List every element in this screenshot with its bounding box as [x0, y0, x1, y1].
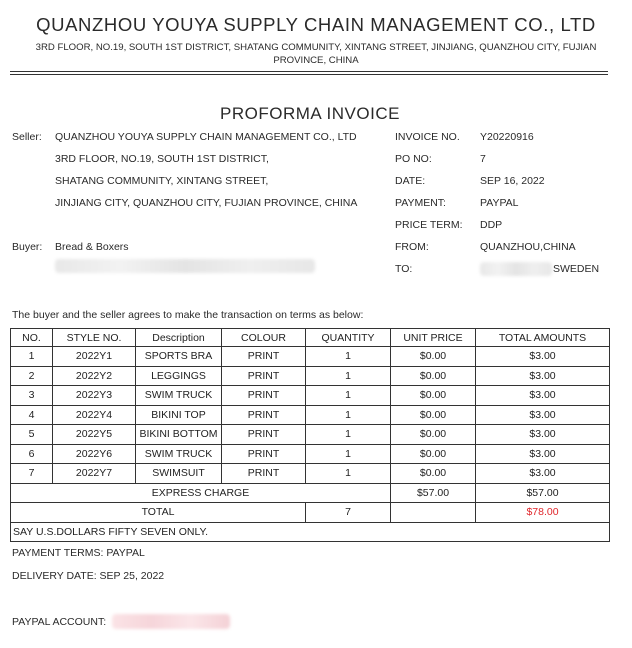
seller-line: QUANZHOU YOUYA SUPPLY CHAIN MANAGEMENT CO., LTD	[55, 131, 357, 143]
table-row	[11, 425, 610, 445]
cell-no: 7	[11, 464, 53, 484]
table-row	[11, 464, 610, 484]
items-table	[10, 328, 610, 542]
cell-unit-price: $0.00	[391, 444, 476, 464]
total-row	[11, 503, 610, 523]
po-no-label: PO NO:	[395, 153, 432, 165]
cell-no: 2	[11, 366, 53, 386]
delivery-date: DELIVERY DATE: SEP 25, 2022	[12, 570, 165, 582]
invoice-no-label: INVOICE NO.	[395, 131, 460, 143]
cell-no: 5	[11, 425, 53, 445]
cell-total: $3.00	[476, 347, 610, 367]
redacted-buyer-address	[55, 259, 315, 273]
cell-total: $3.00	[476, 386, 610, 406]
cell-unit-price: $0.00	[391, 425, 476, 445]
from-label: FROM:	[395, 241, 429, 253]
express-charge-row	[11, 483, 610, 503]
paypal-account-label: PAYPAL ACCOUNT:	[12, 616, 107, 628]
cell-quantity: 1	[306, 386, 391, 406]
seller-label: Seller:	[12, 131, 42, 143]
col-header-quantity: QUANTITY	[306, 329, 391, 347]
cell-no: 3	[11, 386, 53, 406]
cell-style-no: 2022Y3	[53, 386, 136, 406]
cell-total: $3.00	[476, 366, 610, 386]
seller-line: 3RD FLOOR, NO.19, SOUTH 1ST DISTRICT,	[55, 153, 269, 165]
cell-total: $3.00	[476, 425, 610, 445]
cell-style-no: 2022Y6	[53, 444, 136, 464]
cell-colour: PRINT	[222, 405, 306, 425]
redacted-destination	[480, 262, 552, 276]
cell-quantity: 1	[306, 405, 391, 425]
payment-terms: PAYMENT TERMS: PAYPAL	[12, 547, 145, 559]
cell-quantity: 1	[306, 425, 391, 445]
date-label: DATE:	[395, 175, 426, 187]
cell-colour: PRINT	[222, 425, 306, 445]
express-charge-label: EXPRESS CHARGE	[11, 483, 391, 503]
express-charge-unit: $57.00	[391, 483, 476, 503]
cell-style-no: 2022Y2	[53, 366, 136, 386]
cell-unit-price: $0.00	[391, 386, 476, 406]
cell-colour: PRINT	[222, 366, 306, 386]
cell-description: BIKINI TOP	[136, 405, 222, 425]
cell-quantity: 1	[306, 464, 391, 484]
seller-line: SHATANG COMMUNITY, XINTANG STREET,	[55, 175, 269, 187]
terms-intro: The buyer and the seller agrees to make the transaction on terms as below:	[12, 309, 364, 321]
cell-no: 1	[11, 347, 53, 367]
cell-style-no: 2022Y1	[53, 347, 136, 367]
seller-line: JINJIANG CITY, QUANZHOU CITY, FUJIAN PROVINCE, CHINA	[55, 197, 358, 209]
cell-unit-price: $0.00	[391, 366, 476, 386]
payment-value: PAYPAL	[480, 197, 519, 209]
cell-no: 6	[11, 444, 53, 464]
company-address: 3RD FLOOR, NO.19, SOUTH 1ST DISTRICT, SHATANG COMMUNITY, XINTANG STREET, JINJIANG, QUANZHOU CITY, FUJIAN PROVINCE, CHINA	[35, 42, 597, 66]
document-title: PROFORMA INVOICE	[220, 104, 400, 123]
company-name: QUANZHOU YOUYA SUPPLY CHAIN MANAGEMENT CO., LTD	[36, 14, 596, 35]
cell-quantity: 1	[306, 444, 391, 464]
cell-total: $3.00	[476, 405, 610, 425]
cell-colour: PRINT	[222, 386, 306, 406]
table-row	[11, 386, 610, 406]
cell-unit-price: $0.00	[391, 405, 476, 425]
table-header-row	[11, 329, 610, 347]
to-value: SWEDEN	[553, 263, 600, 275]
cell-total: $3.00	[476, 464, 610, 484]
express-charge-total: $57.00	[476, 483, 610, 503]
cell-colour: PRINT	[222, 464, 306, 484]
table-row	[11, 366, 610, 386]
cell-description: SWIMSUIT	[136, 464, 222, 484]
cell-style-no: 2022Y4	[53, 405, 136, 425]
cell-quantity: 1	[306, 366, 391, 386]
col-header-unit-price: UNIT PRICE	[391, 329, 476, 347]
col-header-description: Description	[136, 329, 222, 347]
amount-in-words: SAY U.S.DOLLARS FIFTY SEVEN ONLY.	[11, 522, 610, 542]
cell-unit-price: $0.00	[391, 347, 476, 367]
cell-unit-price: $0.00	[391, 464, 476, 484]
from-value: QUANZHOU,CHINA	[480, 241, 576, 253]
header-divider	[10, 71, 608, 72]
cell-colour: PRINT	[222, 444, 306, 464]
cell-description: BIKINI BOTTOM	[136, 425, 222, 445]
buyer-label: Buyer:	[12, 241, 43, 253]
total-amount: $78.00	[476, 503, 610, 523]
payment-label: PAYMENT:	[395, 197, 446, 209]
col-header-colour: COLOUR	[222, 329, 306, 347]
po-no-value: 7	[480, 153, 486, 165]
cell-description: SWIM TRUCK	[136, 444, 222, 464]
cell-total: $3.00	[476, 444, 610, 464]
cell-colour: PRINT	[222, 347, 306, 367]
table-row	[11, 405, 610, 425]
total-unit-empty	[391, 503, 476, 523]
amount-in-words-row	[11, 522, 610, 542]
table-row	[11, 444, 610, 464]
total-label: TOTAL	[11, 503, 306, 523]
to-label: TO:	[395, 263, 413, 275]
col-header-total-amounts: TOTAL AMOUNTS	[476, 329, 610, 347]
cell-style-no: 2022Y7	[53, 464, 136, 484]
col-header-no: NO.	[11, 329, 53, 347]
invoice-no-value: Y20220916	[480, 131, 534, 143]
redacted-paypal-account	[112, 614, 230, 629]
header-divider	[10, 74, 608, 75]
price-term-label: PRICE TERM:	[395, 219, 463, 231]
price-term-value: DDP	[480, 219, 503, 231]
buyer-name: Bread & Boxers	[55, 241, 129, 253]
table-row	[11, 347, 610, 367]
cell-description: SWIM TRUCK	[136, 386, 222, 406]
cell-no: 4	[11, 405, 53, 425]
cell-description: LEGGINGS	[136, 366, 222, 386]
date-value: SEP 16, 2022	[480, 175, 545, 187]
cell-style-no: 2022Y5	[53, 425, 136, 445]
cell-description: SPORTS BRA	[136, 347, 222, 367]
col-header-style-no: STYLE NO.	[53, 329, 136, 347]
total-quantity: 7	[306, 503, 391, 523]
cell-quantity: 1	[306, 347, 391, 367]
